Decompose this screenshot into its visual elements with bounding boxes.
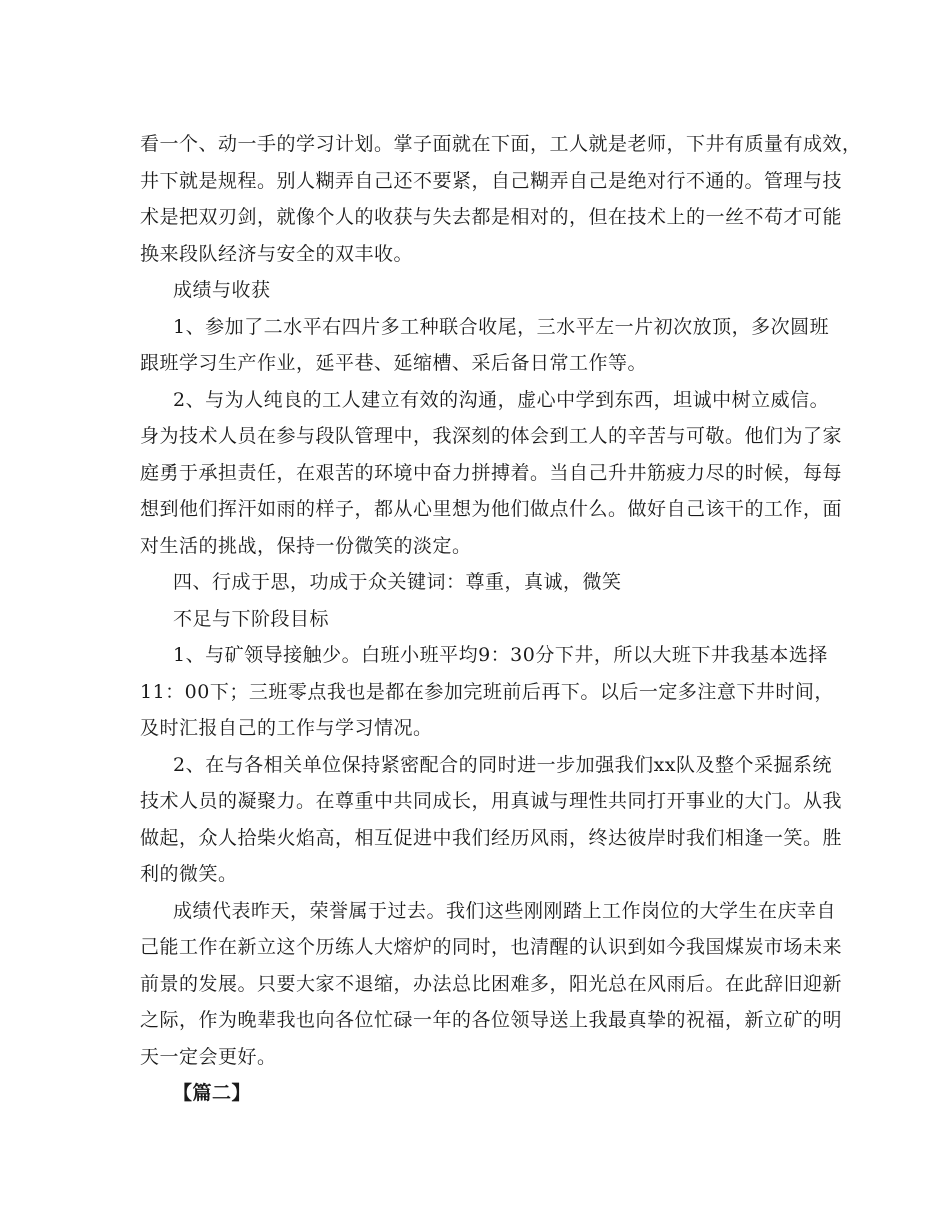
section-heading-part-two: 【篇二】 [173, 1082, 252, 1104]
paragraph-line: 做起，众人拾柴火焰高，相互促进中我们经历风雨，终达彼岸时我们相逢一笑。胜 [140, 826, 843, 849]
section-heading-goals: 不足与下阶段目标 [173, 607, 330, 630]
paragraph-line: 想到他们挥汗如雨的样子，都从心里想为他们做点什么。做好自己该干的工作，面 [140, 498, 843, 520]
paragraph-line: 跟班学习生产作业，延平巷、延缩槽、采后备日常工作等。 [140, 352, 648, 374]
paragraph-line: 庭勇于承担责任，在艰苦的环境中奋力拼搏着。当自己升井筋疲力尽的时候，每每 [140, 461, 843, 484]
paragraph-line: 前景的发展。只要大家不退缩，办法总比困难多，阳光总在风雨后。在此辞旧迎新 [140, 972, 843, 995]
paragraph-line: 之际，作为晚辈我也向各位忙碌一年的各位领导送上我最真挚的祝福，新立矿的明 [140, 1009, 843, 1031]
paragraph-line: 1、参加了二水平右四片多工种联合收尾，三水平左一片初次放顶，多次圆班 [173, 315, 830, 338]
paragraph-line: 技术人员的凝聚力。在尊重中共同成长，用真诚与理性共同打开事业的大门。从我 [140, 790, 843, 812]
paragraph-line: 己能工作在新立这个历练人大熔炉的同时，也清醒的认识到如今我国煤炭市场未来 [140, 936, 843, 958]
paragraph-line: 及时汇报自己的工作与学习情况。 [140, 717, 433, 739]
document-body [140, 126, 862, 1112]
paragraph-line: 2、与为人纯良的工人建立有效的沟通，虚心中学到东西，坦诚中树立威信。 [173, 388, 830, 411]
paragraph-line: 看一个、动一手的学习计划。掌子面就在下面，工人就是老师，下井有质量有成效， [140, 133, 862, 155]
paragraph-line: 1、与矿领导接触少。白班小班平均9：30分下井，所以大班下井我基本选择 [173, 644, 828, 666]
paragraph-line: 井下就是规程。别人糊弄自己还不要紧，自己糊弄自己是绝对行不通的。管理与技 [140, 169, 843, 192]
section-heading-achievements: 成绩与收获 [173, 279, 271, 301]
paragraph-line: 术是把双刃剑，就像个人的收获与失去都是相对的，但在技术上的一丝不苟才可能 [140, 206, 843, 228]
paragraph-line: 成绩代表昨天，荣誉属于过去。我们这些刚刚踏上工作岗位的大学生在庆幸自 [173, 899, 837, 922]
paragraph-line: 天一定会更好。 [140, 1045, 277, 1068]
paragraph-line: 2、在与各相关单位保持紧密配合的同时进一步加强我们xx队及整个采掘系统 [173, 753, 833, 776]
paragraph-line: 对生活的挑战，保持一份微笑的淡定。 [140, 534, 472, 557]
paragraph-line: 11：00下；三班零点我也是都在参加完班前后再下。以后一定多注意下井时间， [140, 680, 834, 703]
paragraph-line: 利的微笑。 [140, 863, 238, 885]
section-heading-keywords: 四、行成于思，功成于众关键词：尊重，真诚，微笑 [173, 571, 622, 593]
paragraph-line: 身为技术人员在参与段队管理中，我深刻的体会到工人的辛苦与可敬。他们为了家 [140, 425, 843, 447]
paragraph-line: 换来段队经济与安全的双丰收。 [140, 242, 414, 265]
